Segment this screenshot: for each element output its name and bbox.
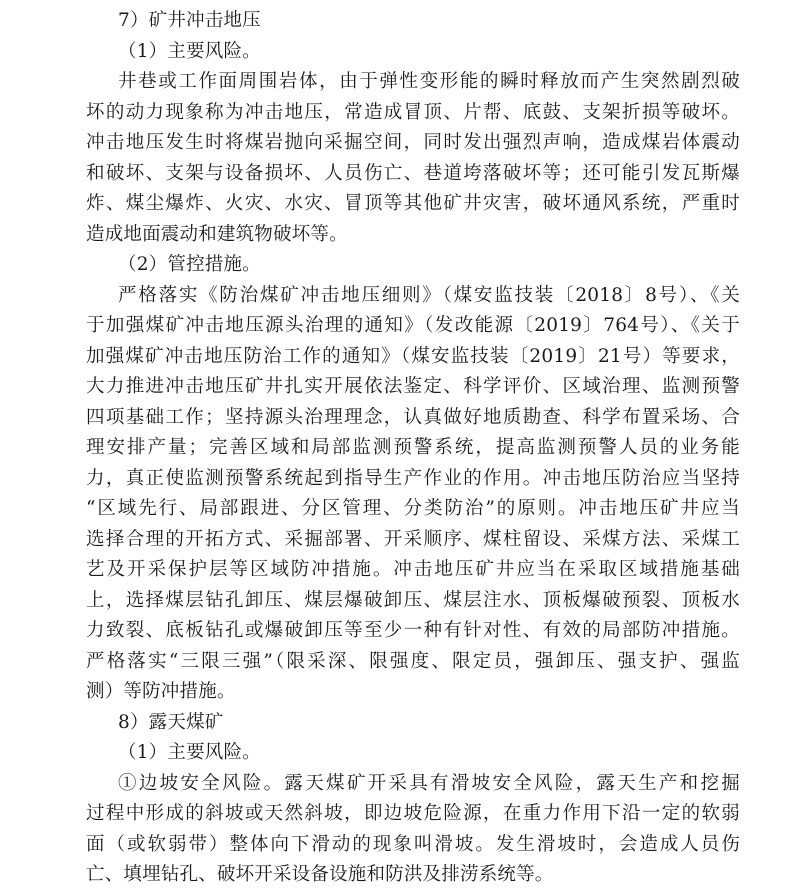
text-line: 冲击地压发生时将煤岩抛向采掘空间，同时发出强烈声响，造成煤岩体震动 <box>86 132 740 153</box>
text-line: 井巷或工作面周围岩体，由于弹性变形能的瞬时释放而产生突然剧烈破 <box>118 71 740 92</box>
text-line: 选择合理的开拓方式、采掘部署、开采顺序、煤柱留设、采煤方法、采煤工 <box>86 528 740 550</box>
text-line: 力致裂、底板钻孔或爆破卸压等至少一种有针对性、有效的局部防冲措施。 <box>86 620 740 641</box>
text-line: 测）等防冲措施。 <box>86 681 236 702</box>
text-line: 坏的动力现象称为冲击地压，常造成冒顶、片帮、底鼓、支架折损等破坏。 <box>86 101 740 123</box>
text-line: （2）管控措施。 <box>118 254 261 275</box>
text-line: 和破坏、支架与设备损坏、人员伤亡、巷道垮落破坏等；还可能引发瓦斯爆 <box>86 162 740 184</box>
text-line: 大力推进冲击地压矿井扎实开展依法鉴定、科学评价、区域治理、监测预警 <box>86 376 740 397</box>
text-line: 亡、填埋钻孔、破坏开采设备设施和防洪及排涝系统等。 <box>86 864 554 885</box>
text-line: （1）主要风险。 <box>118 40 261 62</box>
text-line: 炸、煤尘爆炸、火灾、水灾、冒顶等其他矿井灾害，破坏通风系统，严重时 <box>86 193 740 214</box>
text-line: 过程中形成的斜坡或天然斜坡，即边坡危险源，在重力作用下沿一定的软弱 <box>86 803 740 824</box>
text-line: 严格落实“三限三强”（限采深、限强度、限定员，强卸压、强支护、强监 <box>86 650 740 672</box>
text-line: 8）露天煤矿 <box>118 711 224 733</box>
text-line: 造成地面震动和建筑物破坏等。 <box>86 223 348 245</box>
text-line: 面（或软弱带）整体向下滑动的现象叫滑坡。发生滑坡时，会造成人员伤 <box>86 833 740 855</box>
text-line: 7）矿井冲击地压 <box>118 10 261 31</box>
text-line: 艺及开采保护层等区域防冲措施。冲击地压矿井应当在采取区域措施基础 <box>86 559 740 580</box>
text-line: 于加强煤矿冲击地压源头治理的通知》（发改能源〔2019〕764号）、《关于 <box>86 315 740 336</box>
text-line: 理安排产量；完善区域和局部监测预警系统，提高监测预警人员的业务能 <box>86 437 740 458</box>
text-line: 严格落实《防治煤矿冲击地压细则》（煤安监技装〔2018〕8号）、《关 <box>118 284 740 306</box>
text-line: ①边坡安全风险。露天煤矿开采具有滑坡安全风险，露天生产和挖掘 <box>118 772 740 794</box>
text-line: 上，选择煤层钻孔卸压、煤层爆破卸压、煤层注水、顶板爆破预裂、顶板水 <box>86 589 740 611</box>
text-line: 四项基础工作；坚持源头治理理念，认真做好地质勘查、科学布置采场、合 <box>86 406 740 428</box>
text-line: （1）主要风险。 <box>118 742 261 763</box>
text-line: 力，真正使监测预警系统起到指导生产作业的作用。冲击地压防治应当坚持 <box>86 467 740 489</box>
text-line: “区域先行、局部跟进、分区管理、分类防治”的原则。冲击地压矿井应当 <box>86 498 740 519</box>
text-line: 加强煤矿冲击地压防治工作的通知》（煤安监技装〔2019〕21号）等要求， <box>86 345 740 367</box>
